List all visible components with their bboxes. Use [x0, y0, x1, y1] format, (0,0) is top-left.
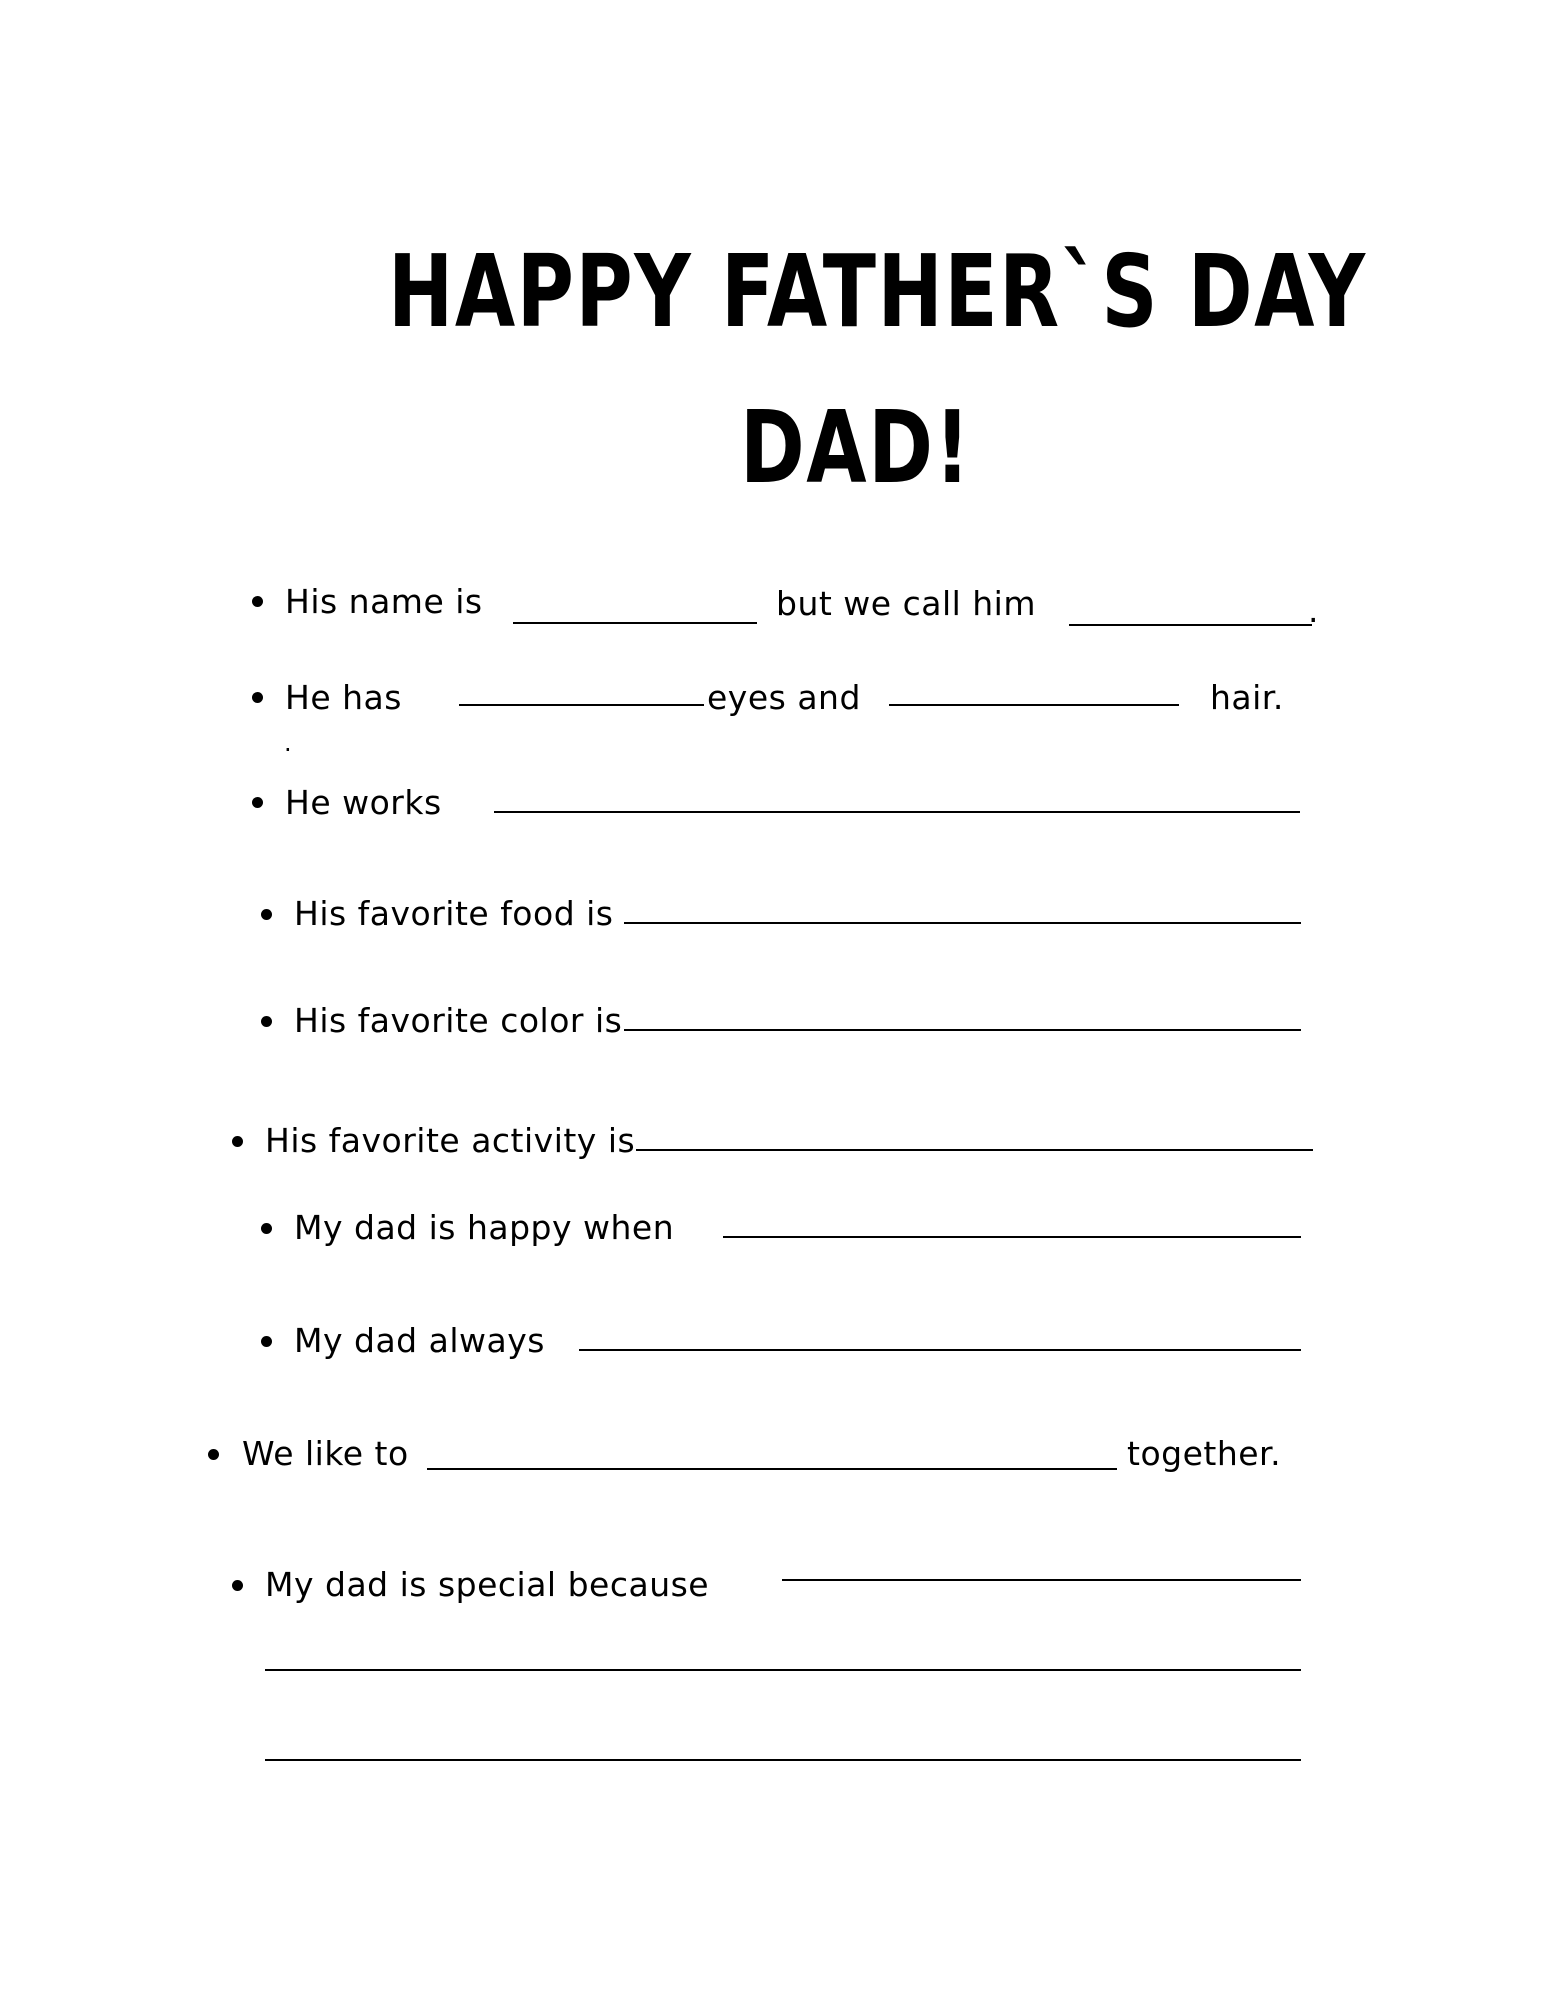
bullet-icon: [261, 909, 272, 920]
blank-line-activity[interactable]: [636, 1149, 1313, 1151]
item-label-suffix: .: [1308, 591, 1319, 630]
blank-line-eyes[interactable]: [459, 704, 704, 706]
blank-line-special-2[interactable]: [265, 1669, 1301, 1671]
blank-line-name[interactable]: [513, 622, 757, 624]
blank-line-together[interactable]: [427, 1468, 1117, 1470]
item-label-middle: eyes and: [707, 678, 861, 717]
bullet-icon: [261, 1223, 272, 1234]
page-title-line-2: DAD!: [740, 389, 972, 506]
bullet-icon: [208, 1449, 219, 1460]
stray-period: .: [284, 729, 293, 757]
item-label: He has: [285, 678, 402, 717]
item-label-middle: but we call him: [776, 584, 1036, 623]
blank-line-special-3[interactable]: [265, 1759, 1301, 1761]
bullet-icon: [252, 692, 263, 703]
blank-line-food[interactable]: [624, 922, 1301, 924]
blank-line-special-1[interactable]: [782, 1579, 1301, 1581]
bullet-icon: [232, 1580, 243, 1591]
bullet-icon: [232, 1136, 243, 1147]
blank-line-color[interactable]: [624, 1029, 1301, 1031]
item-label: His favorite food is: [294, 894, 614, 933]
item-label: My dad is special because: [265, 1565, 710, 1604]
item-label: He works: [285, 783, 442, 822]
page-title-line-1: HAPPY FATHER`S DAY: [388, 233, 1367, 350]
bullet-icon: [261, 1336, 272, 1347]
blank-line-nickname[interactable]: [1069, 624, 1312, 626]
blank-line-happy[interactable]: [723, 1236, 1301, 1238]
item-label: His favorite activity is: [265, 1121, 636, 1160]
item-label: His favorite color is: [294, 1001, 623, 1040]
item-label: My dad always: [294, 1321, 545, 1360]
item-label-suffix: together.: [1127, 1434, 1282, 1473]
item-label: His name is: [285, 582, 483, 621]
item-label: We like to: [242, 1434, 409, 1473]
item-label-suffix: hair.: [1210, 678, 1284, 717]
bullet-icon: [261, 1016, 272, 1027]
bullet-icon: [252, 596, 263, 607]
blank-line-always[interactable]: [579, 1349, 1301, 1351]
blank-line-hair[interactable]: [889, 704, 1179, 706]
blank-line-works[interactable]: [494, 811, 1300, 813]
bullet-icon: [252, 797, 263, 808]
item-label: My dad is happy when: [294, 1208, 675, 1247]
